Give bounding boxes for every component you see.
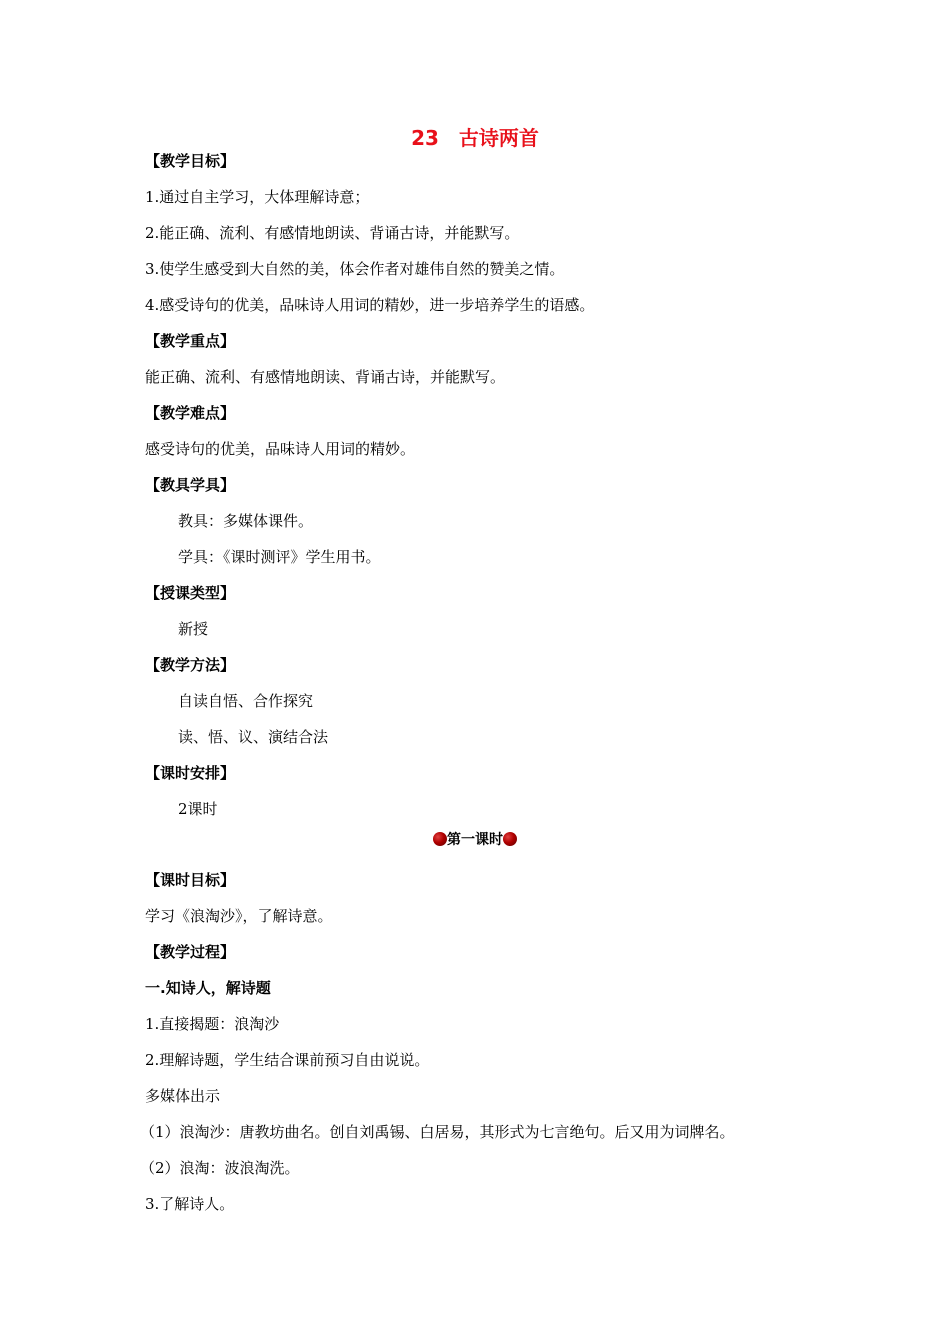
type-text: 新授 xyxy=(178,620,209,638)
tools-item: 学具：《课时测评》学生用书。 xyxy=(178,548,381,566)
tools-heading: 【教具学具】 xyxy=(145,476,236,494)
step1-heading: 一.知诗人，解诗题 xyxy=(145,979,271,997)
step1-item: 3.了解诗人。 xyxy=(145,1195,235,1213)
objectives-heading: 【教学目标】 xyxy=(145,152,236,170)
red-ball-icon xyxy=(503,832,517,846)
key-heading: 【教学重点】 xyxy=(145,332,236,350)
step1-item: 1.直接揭题：浪淘沙 xyxy=(145,1015,280,1033)
lesson-goal-heading: 【课时目标】 xyxy=(145,871,236,889)
title-number: 23 xyxy=(411,126,439,150)
step1-item: 多媒体出示 xyxy=(145,1087,221,1105)
lesson-title-text: 第一课时 xyxy=(447,832,503,848)
type-heading: 【授课类型】 xyxy=(145,584,236,602)
difficulty-heading: 【教学难点】 xyxy=(145,404,236,422)
process-heading: 【教学过程】 xyxy=(145,943,236,961)
schedule-heading: 【课时安排】 xyxy=(145,764,236,782)
method-item: 自读自悟、合作探究 xyxy=(178,692,314,710)
objective-item: 2.能正确、流利、有感情地朗读、背诵古诗，并能默写。 xyxy=(145,224,520,242)
objective-item: 4.感受诗句的优美，品味诗人用词的精妙，进一步培养学生的语感。 xyxy=(145,296,595,314)
objective-item: 3.使学生感受到大自然的美，体会作者对雄伟自然的赞美之情。 xyxy=(145,260,565,278)
key-text: 能正确、流利、有感情地朗读、背诵古诗，并能默写。 xyxy=(145,368,506,386)
objective-item: 1.通过自主学习，大体理解诗意； xyxy=(145,188,370,206)
step1-item: （2）浪淘：波浪淘洗。 xyxy=(140,1159,300,1177)
tools-item: 教具：多媒体课件。 xyxy=(178,512,314,530)
schedule-text: 2课时 xyxy=(178,800,218,818)
difficulty-text: 感受诗句的优美，品味诗人用词的精妙。 xyxy=(145,440,416,458)
lesson-title xyxy=(0,830,950,850)
title-text: 古诗两首 xyxy=(458,126,539,150)
lesson-goal-text: 学习《浪淘沙》，了解诗意。 xyxy=(145,907,333,925)
method-heading: 【教学方法】 xyxy=(145,656,236,674)
page-title xyxy=(0,124,950,152)
step1-item: （1）浪淘沙：唐教坊曲名。创自刘禹锡、白居易，其形式为七言绝句。后又用为词牌名。 xyxy=(140,1123,735,1141)
red-ball-icon xyxy=(433,832,447,846)
step1-item: 2.理解诗题，学生结合课前预习自由说说。 xyxy=(145,1051,430,1069)
method-item: 读、悟、议、演结合法 xyxy=(178,728,329,746)
